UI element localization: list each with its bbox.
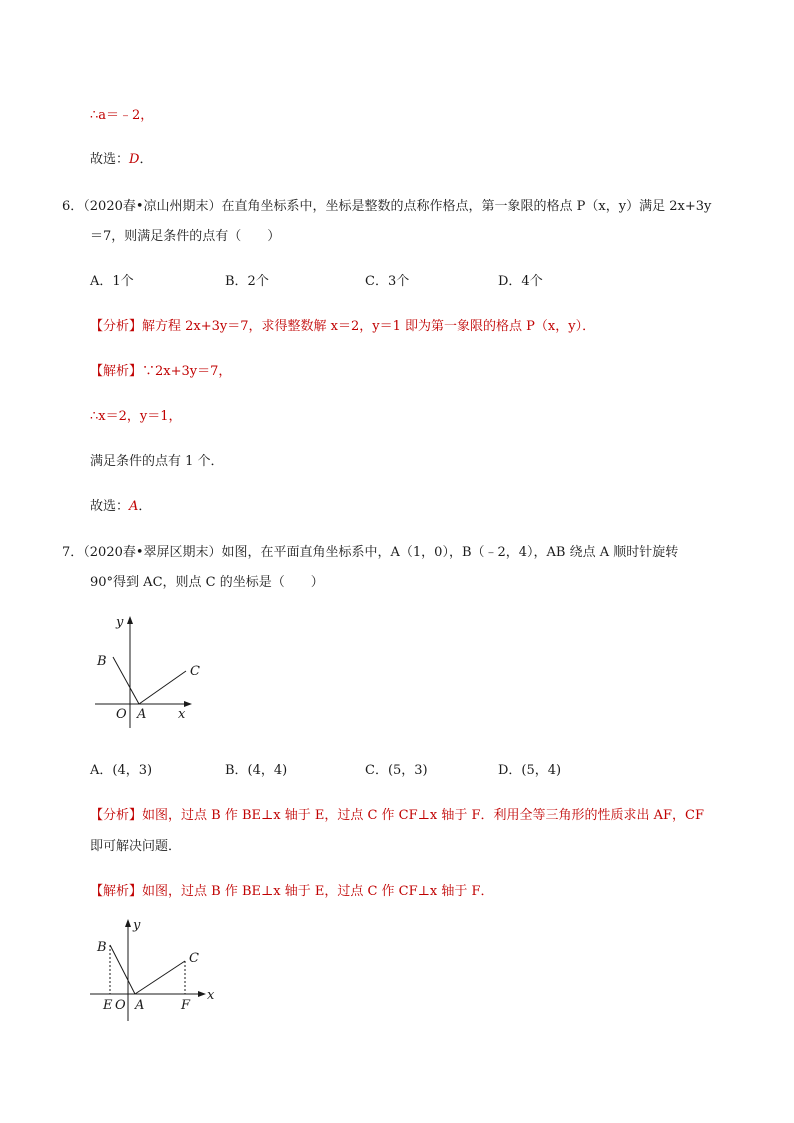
q6-option-b: B．2个 [225,274,269,289]
q7-analysis-line2: 即可解决问题． [90,839,182,854]
solution-tag: 【解析】 [90,884,143,899]
label-e: E [103,998,113,1013]
solution-text: 如图，过点 B 作 BE⊥x 轴于 E，过点 C 作 CF⊥x 轴于 F． [142,884,494,899]
segment-ac [135,961,185,994]
segment-ab [113,657,139,704]
label-a: A [137,707,147,722]
label-y: y [133,918,141,933]
q6-solution-line3: 满足条件的点有 1 个． [90,454,224,469]
analysis-tag: 【分析】 [90,808,143,823]
y-axis-arrow [125,919,131,927]
q6-option-c: C．3个 [365,274,410,289]
label-x: x [178,707,186,722]
q7-option-d: D．(5，4) [498,763,562,778]
label-c: C [190,664,200,679]
segment-ab [110,945,135,994]
q7-solution-line1 [90,880,493,899]
q6-answer-line [90,495,151,514]
q7-option-a: A．(4，3) [90,763,153,778]
label-a: A [135,998,145,1013]
y-axis-arrow [127,616,133,624]
coordinate-diagram [90,610,210,735]
q5-conclusion: ∴a＝﹣2， [90,108,154,123]
answer-suffix: ． [138,499,152,514]
q5-answer-line [90,148,152,167]
q7-figure-2 [90,915,230,1025]
q7-option-b: B．(4，4) [225,763,288,778]
solution-diagram [90,915,230,1025]
answer-suffix: ． [139,152,153,167]
q6-solution-line1 [90,360,231,379]
label-c: C [189,951,199,966]
q6-stem-line2: ＝7，则满足条件的点有（ ） [90,229,281,244]
label-o: O [116,707,127,722]
q7-figure-1 [90,610,210,735]
analysis-text: 解方程 2x+3y＝7，求得整数解 x＝2，y＝1 即为第一象限的格点 P（x，y）． [142,319,596,334]
solution-text: ∵2x+3y＝7， [142,364,232,379]
x-axis-arrow [198,991,206,997]
analysis-text: 如图，过点 B 作 BE⊥x 轴于 E，过点 C 作 CF⊥x 轴于 F．利用全等三角形的性质求出 AF，CF [142,808,704,823]
answer-prefix: 故选： [90,152,130,167]
answer-prefix: 故选： [90,499,130,514]
label-x: x [207,988,215,1003]
analysis-tag: 【分析】 [90,319,143,334]
answer-choice: D [129,152,140,167]
segment-ac [139,671,186,704]
q6-option-d: D．4个 [498,274,543,289]
q6-option-a: A．1个 [90,274,134,289]
q7-stem-line1: 7．（2020春•翠屏区期末）如图，在平面直角坐标系中，A（1，0），B（﹣2，4），AB 绕点 A 顺时针旋转 [62,545,679,560]
label-y: y [116,615,124,630]
q6-stem-line1: 6．（2020春•凉山州期末）在直角坐标系中，坐标是整数的点称作格点，第一象限的格点 P（x，y）满足 2x+3y [62,199,712,214]
label-o: O [115,998,126,1013]
q6-analysis [90,315,595,334]
label-f: F [181,998,191,1013]
answer-choice: A [129,499,139,514]
label-b: B [97,654,107,669]
solution-tag: 【解析】 [90,364,143,379]
q7-analysis-line1 [90,804,704,823]
label-b: B [97,940,107,955]
q7-stem-line2: 90°得到 AC，则点 C 的坐标是（ ） [90,575,324,590]
q7-option-c: C．(5，3) [365,763,428,778]
q6-solution-line2: ∴x＝2，y＝1， [90,409,182,424]
